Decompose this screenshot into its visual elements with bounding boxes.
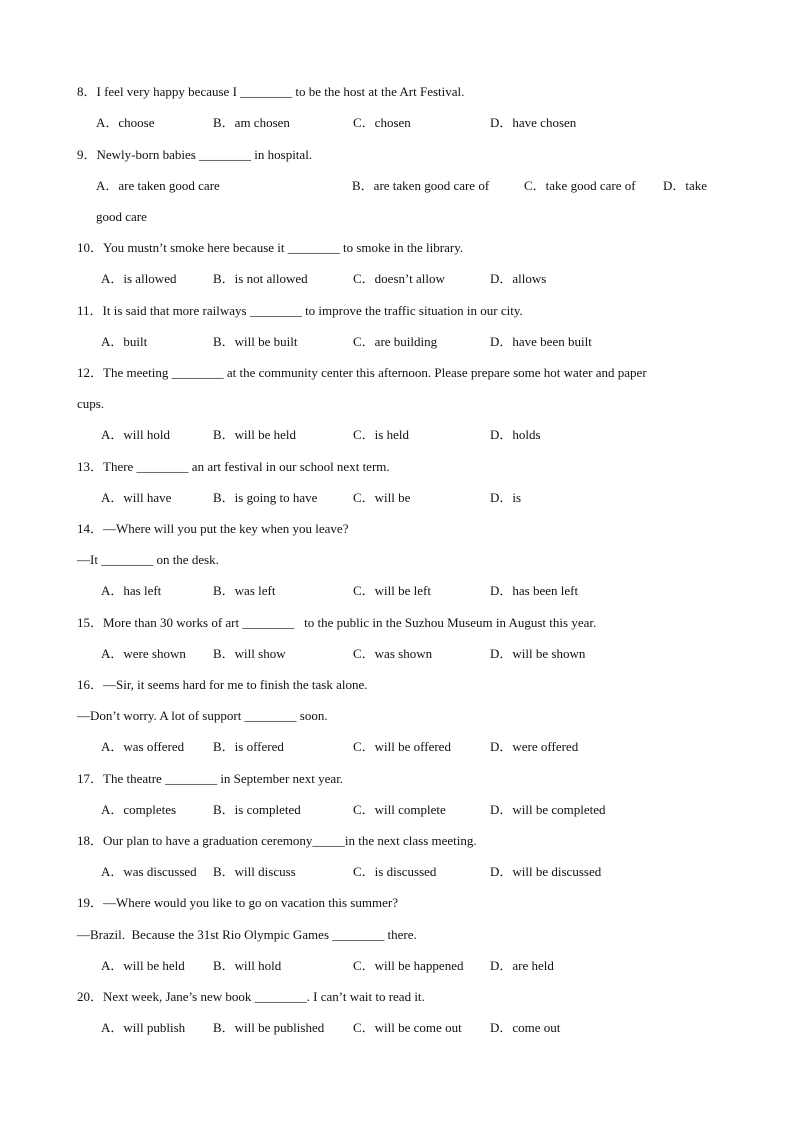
question-12-stem-continuation: cups.: [77, 396, 105, 411]
question-10-option-b: B．is not allowed: [213, 271, 308, 286]
question-13-option-b: B．is going to have: [213, 490, 318, 505]
question-11-option-b: B．will be built: [213, 334, 298, 349]
question-18-option-b: B．will discuss: [213, 864, 296, 879]
question-11-option-d: D．have been built: [490, 334, 592, 349]
question-10-option-c: C．doesn’t allow: [353, 271, 445, 286]
question-9-option-d: D．take: [663, 178, 708, 193]
question-11-option-c: C．are building: [353, 334, 438, 349]
question-12-option-d: D．holds: [490, 427, 541, 442]
question-16-option-c: C．will be offered: [353, 739, 451, 754]
question-13-option-c: C．will be: [353, 490, 411, 505]
question-18-option-a: A．was discussed: [101, 864, 197, 879]
question-16-option-b: B．is offered: [213, 739, 284, 754]
question-12-option-a: A．will hold: [101, 427, 170, 442]
question-15-option-c: C．was shown: [353, 646, 433, 661]
question-15-stem: 15．More than 30 works of art ________ to the public in the Suzhou Museum in August this year.: [77, 615, 597, 630]
question-15-option-d: D．will be shown: [490, 646, 586, 661]
question-20-option-b: B．will be published: [213, 1020, 325, 1035]
question-19-option-b: B．will hold: [213, 958, 282, 973]
question-16-stem: 16．—Sir, it seems hard for me to finish the task alone.: [77, 677, 368, 692]
question-13-option-a: A．will have: [101, 490, 172, 505]
question-16-stem-continuation: —Don’t worry. A lot of support ________ soon.: [77, 708, 328, 723]
question-14-stem-continuation: —It ________ on the desk.: [77, 552, 219, 567]
question-19-option-d: D．are held: [490, 958, 554, 973]
question-8-option-d: D．have chosen: [490, 115, 577, 130]
question-18-option-d: D．will be discussed: [490, 864, 602, 879]
question-15-option-b: B．will show: [213, 646, 286, 661]
question-20-option-d: D．come out: [490, 1020, 561, 1035]
question-10-option-d: D．allows: [490, 271, 547, 286]
question-16-option-d: D．were offered: [490, 739, 579, 754]
question-10-option-a: A．is allowed: [101, 271, 177, 286]
question-19-stem-continuation: —Brazil. Because the 31st Rio Olympic Games ________ there.: [77, 927, 417, 942]
question-15-option-a: A．were shown: [101, 646, 186, 661]
question-18-stem: 18．Our plan to have a graduation ceremony_____in the next class meeting.: [77, 833, 477, 848]
question-19-option-a: A．will be held: [101, 958, 185, 973]
question-12-stem: 12．The meeting ________ at the community center this afternoon. Please prepare some hot water and paper: [77, 365, 647, 380]
question-18-option-c: C．is discussed: [353, 864, 437, 879]
question-19-option-c: C．will be happened: [353, 958, 464, 973]
question-8-option-a: A．choose: [96, 115, 155, 130]
question-14-option-a: A．has left: [101, 583, 162, 598]
question-9-option-b: B．are taken good care of: [352, 178, 490, 193]
question-9-option-d-continuation: good care: [96, 209, 147, 224]
question-11-option-a: A．built: [101, 334, 148, 349]
question-17-option-b: B．is completed: [213, 802, 301, 817]
question-14-option-d: D．has been left: [490, 583, 579, 598]
question-14-stem: 14．—Where will you put the key when you leave?: [77, 521, 349, 536]
question-19-stem: 19．—Where would you like to go on vacation this summer?: [77, 895, 398, 910]
question-9-option-a: A．are taken good care: [96, 178, 220, 193]
question-20-stem: 20．Next week, Jane’s new book ________. I can’t wait to read it.: [77, 989, 425, 1004]
question-17-option-c: C．will complete: [353, 802, 446, 817]
question-20-option-a: A．will publish: [101, 1020, 186, 1035]
question-14-option-b: B．was left: [213, 583, 276, 598]
question-10-stem: 10．You mustn’t smoke here because it ________ to smoke in the library.: [77, 240, 464, 255]
question-12-option-c: C．is held: [353, 427, 409, 442]
question-20-option-c: C．will be come out: [353, 1020, 462, 1035]
question-9-option-c: C．take good care of: [524, 178, 636, 193]
question-14-option-c: C．will be left: [353, 583, 431, 598]
question-11-stem: 11．It is said that more railways ________ to improve the traffic situation in our city.: [77, 303, 523, 318]
question-17-option-a: A．completes: [101, 802, 177, 817]
question-12-option-b: B．will be held: [213, 427, 297, 442]
question-17-option-d: D．will be completed: [490, 802, 606, 817]
question-8-stem: 8．I feel very happy because I ________ to be the host at the Art Festival.: [77, 84, 465, 99]
question-16-option-a: A．was offered: [101, 739, 185, 754]
question-8-option-c: C．chosen: [353, 115, 411, 130]
question-8-option-b: B．am chosen: [213, 115, 290, 130]
question-13-option-d: D．is: [490, 490, 522, 505]
question-9-stem: 9．Newly-born babies ________ in hospital.: [77, 147, 313, 162]
question-13-stem: 13．There ________ an art festival in our school next term.: [77, 459, 390, 474]
question-17-stem: 17．The theatre ________ in September next year.: [77, 771, 344, 786]
